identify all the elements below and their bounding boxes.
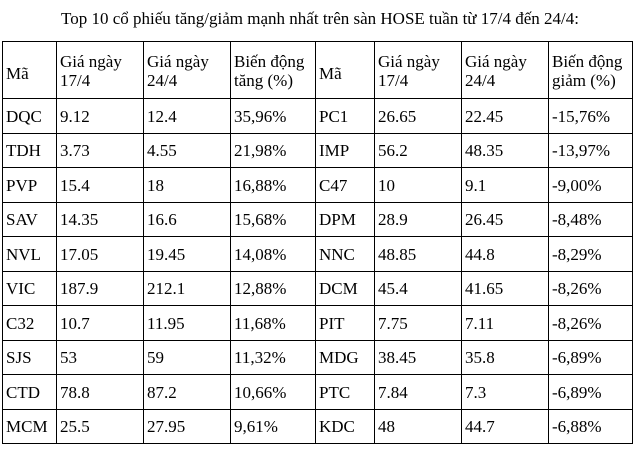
header-ma-up: Mã bbox=[3, 42, 57, 99]
change-down: -8,26% bbox=[549, 271, 633, 306]
price-start-up: 3.73 bbox=[57, 133, 144, 168]
price-start-up: 187.9 bbox=[57, 271, 144, 306]
price-start-down: 26.65 bbox=[375, 99, 462, 134]
price-start-down: 10 bbox=[375, 168, 462, 203]
price-start-down: 7.84 bbox=[375, 375, 462, 410]
stock-code-down: IMP bbox=[316, 133, 375, 168]
table-row bbox=[3, 409, 633, 444]
price-start-up: 15.4 bbox=[57, 168, 144, 203]
price-end-down: 48.35 bbox=[462, 133, 549, 168]
price-end-up: 11.95 bbox=[144, 306, 231, 341]
table-title: Top 10 cổ phiếu tăng/giảm mạnh nhất trên sàn HOSE tuần từ 17/4 đến 24/4: bbox=[61, 9, 579, 28]
price-end-up: 59 bbox=[144, 340, 231, 375]
change-down: -8,26% bbox=[549, 306, 633, 341]
stock-code-down: KDC bbox=[316, 409, 375, 444]
table-row bbox=[3, 306, 633, 341]
stock-code-up: VIC bbox=[3, 271, 57, 306]
price-start-up: 17.05 bbox=[57, 237, 144, 272]
stock-code-down: DCM bbox=[316, 271, 375, 306]
table-row bbox=[3, 340, 633, 375]
change-up: 11,68% bbox=[231, 306, 316, 341]
table-row bbox=[3, 202, 633, 237]
price-start-up: 14.35 bbox=[57, 202, 144, 237]
change-down: -8,48% bbox=[549, 202, 633, 237]
stock-code-down: NNC bbox=[316, 237, 375, 272]
price-start-down: 48 bbox=[375, 409, 462, 444]
change-down: -9,00% bbox=[549, 168, 633, 203]
price-end-down: 26.45 bbox=[462, 202, 549, 237]
price-start-up: 25.5 bbox=[57, 409, 144, 444]
price-end-up: 16.6 bbox=[144, 202, 231, 237]
price-end-up: 27.95 bbox=[144, 409, 231, 444]
price-start-up: 10.7 bbox=[57, 306, 144, 341]
table-row bbox=[3, 133, 633, 168]
header-price-start-down: Giá ngày 17/4 bbox=[375, 42, 462, 99]
header-change-down: Biến động giảm (%) bbox=[549, 42, 633, 99]
price-start-down: 7.75 bbox=[375, 306, 462, 341]
price-end-down: 35.8 bbox=[462, 340, 549, 375]
price-start-down: 28.9 bbox=[375, 202, 462, 237]
stock-change-table bbox=[2, 41, 633, 444]
change-down: -8,29% bbox=[549, 237, 633, 272]
price-end-up: 12.4 bbox=[144, 99, 231, 134]
change-up: 16,88% bbox=[231, 168, 316, 203]
stock-code-down: DPM bbox=[316, 202, 375, 237]
price-start-down: 38.45 bbox=[375, 340, 462, 375]
table-row bbox=[3, 237, 633, 272]
stock-code-up: CTD bbox=[3, 375, 57, 410]
price-start-down: 56.2 bbox=[375, 133, 462, 168]
price-end-down: 7.3 bbox=[462, 375, 549, 410]
price-end-up: 87.2 bbox=[144, 375, 231, 410]
change-up: 12,88% bbox=[231, 271, 316, 306]
change-down: -6,88% bbox=[549, 409, 633, 444]
stock-code-down: PTC bbox=[316, 375, 375, 410]
price-end-up: 212.1 bbox=[144, 271, 231, 306]
price-end-up: 19.45 bbox=[144, 237, 231, 272]
table-row bbox=[3, 271, 633, 306]
header-price-end-up: Giá ngày 24/4 bbox=[144, 42, 231, 99]
stock-code-down: MDG bbox=[316, 340, 375, 375]
price-start-up: 9.12 bbox=[57, 99, 144, 134]
change-up: 15,68% bbox=[231, 202, 316, 237]
price-start-up: 78.8 bbox=[57, 375, 144, 410]
stock-code-down: PIT bbox=[316, 306, 375, 341]
table-row bbox=[3, 168, 633, 203]
price-end-up: 4.55 bbox=[144, 133, 231, 168]
change-up: 9,61% bbox=[231, 409, 316, 444]
stock-code-up: DQC bbox=[3, 99, 57, 134]
change-down: -6,89% bbox=[549, 375, 633, 410]
price-end-down: 7.11 bbox=[462, 306, 549, 341]
header-change-up: Biến động tăng (%) bbox=[231, 42, 316, 99]
change-up: 14,08% bbox=[231, 237, 316, 272]
change-down: -13,97% bbox=[549, 133, 633, 168]
table-header-row bbox=[3, 42, 633, 99]
stock-code-down: C47 bbox=[316, 168, 375, 203]
price-start-up: 53 bbox=[57, 340, 144, 375]
price-end-down: 44.8 bbox=[462, 237, 549, 272]
stock-code-up: SJS bbox=[3, 340, 57, 375]
change-down: -6,89% bbox=[549, 340, 633, 375]
change-up: 10,66% bbox=[231, 375, 316, 410]
table-row bbox=[3, 375, 633, 410]
stock-code-down: PC1 bbox=[316, 99, 375, 134]
header-price-start-up: Giá ngày 17/4 bbox=[57, 42, 144, 99]
price-end-down: 44.7 bbox=[462, 409, 549, 444]
price-end-down: 41.65 bbox=[462, 271, 549, 306]
price-start-down: 45.4 bbox=[375, 271, 462, 306]
price-end-down: 9.1 bbox=[462, 168, 549, 203]
stock-code-up: C32 bbox=[3, 306, 57, 341]
stock-code-up: PVP bbox=[3, 168, 57, 203]
price-start-down: 48.85 bbox=[375, 237, 462, 272]
price-end-down: 22.45 bbox=[462, 99, 549, 134]
change-down: -15,76% bbox=[549, 99, 633, 134]
table-body bbox=[3, 99, 633, 444]
change-up: 11,32% bbox=[231, 340, 316, 375]
change-up: 35,96% bbox=[231, 99, 316, 134]
header-price-end-down: Giá ngày 24/4 bbox=[462, 42, 549, 99]
price-end-up: 18 bbox=[144, 168, 231, 203]
table-row bbox=[3, 99, 633, 134]
stock-code-up: NVL bbox=[3, 237, 57, 272]
stock-code-up: MCM bbox=[3, 409, 57, 444]
stock-code-up: TDH bbox=[3, 133, 57, 168]
change-up: 21,98% bbox=[231, 133, 316, 168]
stock-code-up: SAV bbox=[3, 202, 57, 237]
header-ma-down: Mã bbox=[316, 42, 375, 99]
